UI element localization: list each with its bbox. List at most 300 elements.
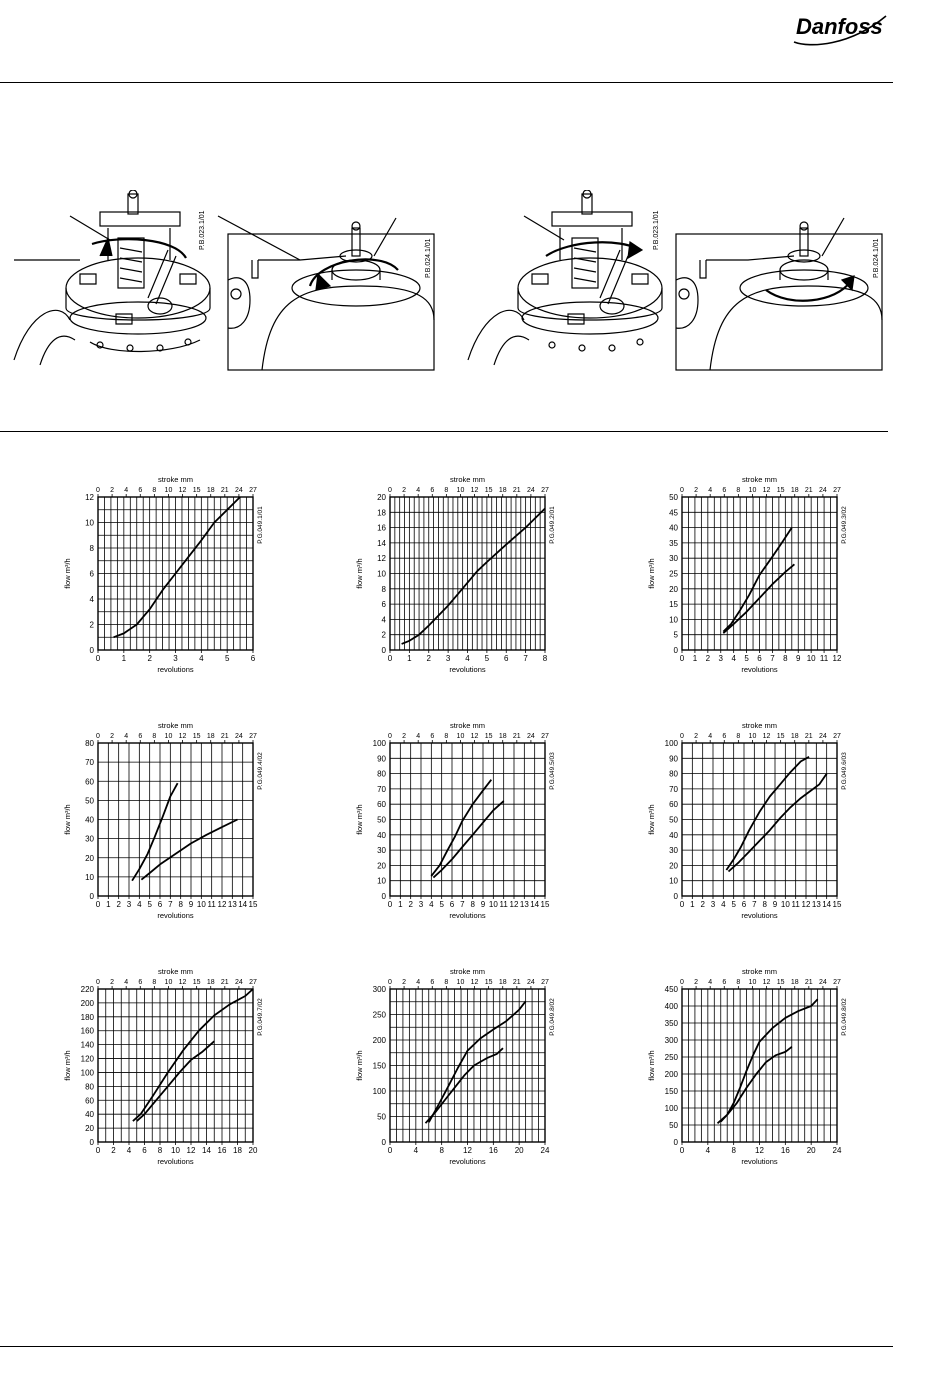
y-tick-label: 100 bbox=[372, 739, 386, 748]
y-tick-label: 0 bbox=[89, 892, 94, 901]
stroke-tick-label: 2 bbox=[110, 487, 115, 494]
y-tick-label: 300 bbox=[372, 985, 386, 994]
x-tick-label: 3 bbox=[718, 654, 723, 663]
x-tick-label: 8 bbox=[439, 1146, 444, 1155]
stroke-tick-label: 24 bbox=[235, 979, 243, 986]
stroke-tick-label: 6 bbox=[138, 733, 143, 740]
stroke-tick-label: 10 bbox=[456, 979, 465, 986]
x-tick-label: 12 bbox=[832, 654, 842, 663]
x-axis-label: revolutions bbox=[741, 665, 778, 674]
x-tick-label: 6 bbox=[757, 654, 762, 663]
stroke-tick-label: 2 bbox=[402, 979, 407, 986]
stroke-tick-label: 6 bbox=[722, 487, 727, 494]
y-tick-label: 300 bbox=[664, 1036, 678, 1045]
y-tick-label: 6 bbox=[381, 600, 386, 610]
y-tick-label: 400 bbox=[664, 1002, 678, 1011]
stroke-tick-label: 21 bbox=[512, 979, 521, 986]
stroke-tick-label: 15 bbox=[484, 733, 493, 740]
x-tick-label: 6 bbox=[449, 900, 455, 909]
y-tick-label: 50 bbox=[85, 796, 94, 806]
figure-code: P.G.049.5/03 bbox=[549, 752, 556, 790]
stroke-tick-label: 2 bbox=[110, 979, 115, 986]
stroke-tick-label: 2 bbox=[402, 487, 407, 494]
stroke-tick-label: 0 bbox=[680, 979, 684, 986]
y-tick-label: 20 bbox=[85, 853, 94, 863]
x-tick-label: 12 bbox=[186, 1146, 196, 1155]
x-axis-label: revolutions bbox=[157, 665, 194, 674]
y-axis-label: flow m³/h bbox=[355, 558, 364, 589]
y-tick-label: 18 bbox=[377, 508, 386, 518]
x-tick-label: 6 bbox=[504, 654, 509, 663]
stroke-tick-label: 0 bbox=[680, 733, 684, 740]
stroke-tick-label: 24 bbox=[819, 733, 827, 740]
y-tick-label: 35 bbox=[669, 538, 678, 548]
y-tick-label: 45 bbox=[669, 508, 678, 518]
stroke-tick-label: 0 bbox=[680, 487, 684, 494]
stroke-tick-label: 15 bbox=[484, 487, 493, 494]
figure-code: P.G.049.7/02 bbox=[257, 998, 264, 1036]
x-tick-label: 6 bbox=[142, 1146, 147, 1155]
x-tick-label: 11 bbox=[207, 900, 216, 909]
stroke-tick-label: 24 bbox=[819, 487, 827, 494]
y-tick-label: 10 bbox=[669, 876, 678, 886]
y-tick-label: 200 bbox=[372, 1036, 386, 1045]
stroke-tick-label: 27 bbox=[541, 487, 549, 494]
figure-code: P.G.049.4/02 bbox=[257, 752, 264, 790]
illustration-code-2: P.B.024.1/01 bbox=[425, 238, 432, 278]
y-tick-label: 160 bbox=[80, 1026, 94, 1036]
stroke-tick-label: 6 bbox=[430, 733, 435, 740]
stroke-tick-label: 0 bbox=[96, 733, 100, 740]
x-axis-label: revolutions bbox=[449, 911, 486, 920]
x-tick-label: 6 bbox=[250, 654, 256, 663]
figure-code: P.G.049.2/01 bbox=[549, 506, 556, 544]
y-tick-label: 180 bbox=[80, 1012, 94, 1022]
x-tick-label: 7 bbox=[168, 900, 173, 909]
x-tick-label: 1 bbox=[106, 900, 111, 909]
x-tick-label: 12 bbox=[755, 1146, 764, 1155]
x-tick-label: 8 bbox=[762, 900, 767, 909]
x-tick-label: 2 bbox=[116, 900, 121, 909]
stroke-tick-label: 4 bbox=[124, 979, 129, 986]
x-tick-label: 2 bbox=[700, 900, 705, 909]
flow-chart-7 bbox=[63, 967, 264, 1166]
y-tick-label: 25 bbox=[669, 569, 678, 579]
flow-chart-8 bbox=[355, 967, 556, 1166]
x-axis-label: revolutions bbox=[157, 1157, 194, 1166]
stroke-tick-label: 27 bbox=[541, 733, 549, 740]
y-tick-label: 6 bbox=[89, 569, 94, 579]
stroke-tick-label: 15 bbox=[776, 733, 785, 740]
x-tick-label: 13 bbox=[811, 900, 821, 909]
y-tick-label: 2 bbox=[89, 620, 94, 630]
y-tick-label: 0 bbox=[381, 1138, 386, 1147]
x-tick-label: 4 bbox=[199, 654, 204, 663]
stroke-tick-label: 8 bbox=[736, 487, 741, 494]
y-tick-label: 60 bbox=[669, 800, 678, 810]
stroke-tick-label: 6 bbox=[722, 979, 727, 986]
stroke-tick-label: 27 bbox=[833, 979, 841, 986]
stroke-tick-label: 8 bbox=[444, 979, 449, 986]
stroke-tick-label: 4 bbox=[124, 733, 129, 740]
x-tick-label: 2 bbox=[408, 900, 413, 909]
y-tick-label: 4 bbox=[89, 595, 94, 604]
series-line-1 bbox=[132, 783, 178, 881]
x-tick-label: 5 bbox=[224, 654, 230, 663]
stroke-tick-label: 21 bbox=[512, 487, 521, 494]
y-tick-label: 15 bbox=[669, 600, 678, 610]
stroke-tick-label: 12 bbox=[762, 487, 771, 494]
x-tick-label: 10 bbox=[196, 900, 206, 909]
stroke-tick-label: 21 bbox=[804, 979, 813, 986]
stroke-tick-label: 4 bbox=[416, 487, 421, 494]
y-tick-label: 10 bbox=[377, 569, 386, 579]
x-tick-label: 20 bbox=[248, 1146, 258, 1155]
series-line-1 bbox=[402, 509, 545, 644]
y-axis-label: flow m³/h bbox=[647, 804, 656, 835]
y-tick-label: 120 bbox=[80, 1054, 94, 1064]
stroke-tick-label: 18 bbox=[790, 487, 799, 494]
x-axis-label: revolutions bbox=[449, 1157, 486, 1166]
x-tick-label: 8 bbox=[783, 654, 788, 663]
stroke-tick-label: 2 bbox=[694, 979, 699, 986]
y-tick-label: 0 bbox=[381, 646, 386, 655]
stroke-tick-label: 4 bbox=[416, 733, 421, 740]
stroke-tick-label: 2 bbox=[402, 733, 407, 740]
stroke-tick-label: 10 bbox=[456, 487, 465, 494]
stroke-tick-label: 27 bbox=[249, 979, 257, 986]
series-line-1 bbox=[133, 989, 253, 1121]
flow-chart-3 bbox=[647, 475, 848, 674]
x-tick-label: 10 bbox=[171, 1146, 180, 1155]
stroke-tick-label: 24 bbox=[819, 979, 827, 986]
y-tick-label: 40 bbox=[669, 830, 678, 840]
flow-chart-9 bbox=[647, 967, 848, 1166]
stroke-tick-label: 15 bbox=[776, 487, 785, 494]
x-tick-label: 18 bbox=[233, 1146, 242, 1155]
y-tick-label: 40 bbox=[85, 815, 94, 825]
stroke-tick-label: 15 bbox=[776, 979, 785, 986]
stroke-tick-label: 2 bbox=[694, 733, 699, 740]
y-tick-label: 16 bbox=[377, 523, 386, 533]
x-tick-label: 0 bbox=[95, 1146, 101, 1155]
y-tick-label: 50 bbox=[669, 815, 678, 825]
x-tick-label: 0 bbox=[387, 900, 393, 909]
y-tick-label: 30 bbox=[669, 554, 678, 564]
y-tick-label: 450 bbox=[664, 985, 678, 994]
y-tick-label: 50 bbox=[377, 815, 386, 825]
y-tick-label: 150 bbox=[664, 1087, 678, 1096]
stroke-tick-label: 10 bbox=[164, 487, 173, 494]
stroke-tick-label: 27 bbox=[833, 733, 841, 740]
y-tick-label: 100 bbox=[80, 1068, 94, 1078]
stroke-tick-label: 18 bbox=[498, 733, 507, 740]
stroke-tick-label: 18 bbox=[498, 487, 507, 494]
y-axis-label: flow m³/h bbox=[355, 1050, 364, 1081]
flow-chart-6 bbox=[647, 721, 848, 920]
y-axis-label: flow m³/h bbox=[63, 558, 72, 589]
stroke-tick-label: 21 bbox=[220, 733, 229, 740]
figure-code: P.G.049.3/02 bbox=[841, 506, 848, 544]
y-tick-label: 4 bbox=[381, 615, 386, 625]
x-tick-label: 24 bbox=[832, 1146, 842, 1155]
x-tick-label: 2 bbox=[147, 654, 152, 663]
stroke-axis-label: stroke mm bbox=[157, 721, 194, 730]
stroke-tick-label: 18 bbox=[790, 979, 799, 986]
stroke-tick-label: 6 bbox=[138, 979, 143, 986]
y-tick-label: 80 bbox=[377, 769, 386, 779]
stroke-tick-label: 12 bbox=[470, 487, 479, 494]
stroke-tick-label: 24 bbox=[235, 487, 243, 494]
x-tick-label: 11 bbox=[819, 654, 829, 663]
x-tick-label: 12 bbox=[509, 900, 519, 909]
x-tick-label: 1 bbox=[407, 654, 412, 663]
stroke-axis-label: stroke mm bbox=[741, 721, 778, 730]
stroke-tick-label: 8 bbox=[152, 733, 157, 740]
y-axis-label: flow m³/h bbox=[63, 1050, 72, 1081]
x-tick-label: 1 bbox=[690, 900, 695, 909]
y-tick-label: 12 bbox=[85, 493, 94, 502]
series-line-1 bbox=[431, 780, 491, 876]
x-tick-label: 5 bbox=[744, 654, 749, 663]
y-tick-label: 40 bbox=[85, 1110, 94, 1120]
y-tick-label: 30 bbox=[669, 846, 678, 856]
y-tick-label: 10 bbox=[85, 518, 94, 528]
x-tick-label: 3 bbox=[418, 900, 424, 909]
illustration-code-4: P.B.024.1/01 bbox=[873, 238, 880, 278]
x-tick-label: 11 bbox=[791, 900, 800, 909]
x-tick-label: 8 bbox=[542, 654, 548, 663]
stroke-tick-label: 18 bbox=[206, 487, 215, 494]
y-tick-label: 8 bbox=[381, 584, 386, 594]
x-axis-label: revolutions bbox=[449, 665, 486, 674]
flow-chart-1 bbox=[63, 475, 264, 674]
x-tick-label: 10 bbox=[806, 654, 816, 663]
x-tick-label: 0 bbox=[387, 1146, 393, 1155]
y-tick-label: 70 bbox=[85, 758, 94, 768]
x-tick-label: 15 bbox=[248, 900, 258, 909]
y-tick-label: 60 bbox=[85, 777, 94, 787]
y-tick-label: 10 bbox=[377, 876, 386, 886]
stroke-tick-label: 2 bbox=[110, 733, 115, 740]
stroke-tick-label: 15 bbox=[484, 979, 493, 986]
y-tick-label: 60 bbox=[377, 800, 386, 810]
stroke-tick-label: 18 bbox=[206, 979, 215, 986]
stroke-tick-label: 4 bbox=[124, 487, 129, 494]
illustration-code-3: P.B.023.1/01 bbox=[653, 210, 660, 250]
x-tick-label: 4 bbox=[721, 900, 726, 909]
y-tick-label: 0 bbox=[673, 892, 678, 901]
y-axis-label: flow m³/h bbox=[647, 558, 656, 589]
series-line-2 bbox=[141, 820, 237, 880]
flow-chart-5 bbox=[355, 721, 556, 920]
x-tick-label: 1 bbox=[121, 654, 127, 663]
stroke-tick-label: 15 bbox=[192, 733, 201, 740]
x-tick-label: 4 bbox=[429, 900, 434, 909]
stroke-tick-label: 27 bbox=[249, 487, 257, 494]
stroke-tick-label: 8 bbox=[444, 733, 449, 740]
stroke-tick-label: 6 bbox=[722, 733, 727, 740]
y-tick-label: 10 bbox=[85, 872, 94, 882]
stroke-tick-label: 15 bbox=[192, 487, 201, 494]
x-tick-label: 4 bbox=[126, 1146, 132, 1155]
y-tick-label: 50 bbox=[669, 1121, 678, 1130]
stroke-tick-label: 6 bbox=[138, 487, 143, 494]
y-tick-label: 50 bbox=[377, 1112, 386, 1122]
x-tick-label: 3 bbox=[173, 654, 178, 663]
x-tick-label: 0 bbox=[679, 900, 685, 909]
stroke-tick-label: 21 bbox=[512, 733, 521, 740]
x-axis-label: revolutions bbox=[741, 911, 778, 920]
stroke-tick-label: 10 bbox=[164, 979, 173, 986]
x-tick-label: 0 bbox=[95, 900, 101, 909]
x-tick-label: 7 bbox=[460, 900, 465, 909]
stroke-tick-label: 12 bbox=[178, 487, 187, 494]
y-tick-label: 80 bbox=[85, 1082, 94, 1092]
stroke-tick-label: 21 bbox=[804, 733, 813, 740]
x-tick-label: 0 bbox=[95, 654, 101, 663]
x-tick-label: 2 bbox=[426, 654, 431, 663]
stroke-tick-label: 4 bbox=[708, 487, 713, 494]
y-tick-label: 250 bbox=[372, 1010, 386, 1020]
y-tick-label: 12 bbox=[377, 554, 386, 564]
y-tick-label: 0 bbox=[381, 892, 386, 901]
x-tick-label: 3 bbox=[126, 900, 132, 909]
stroke-tick-label: 21 bbox=[220, 487, 229, 494]
x-tick-label: 5 bbox=[439, 900, 444, 909]
x-tick-label: 1 bbox=[398, 900, 403, 909]
x-tick-label: 6 bbox=[157, 900, 163, 909]
stroke-tick-label: 18 bbox=[206, 733, 215, 740]
stroke-tick-label: 27 bbox=[249, 733, 257, 740]
figure-code: P.G.049.6/03 bbox=[841, 752, 848, 790]
x-tick-label: 12 bbox=[463, 1146, 472, 1155]
x-tick-label: 14 bbox=[202, 1146, 211, 1155]
x-tick-label: 13 bbox=[227, 900, 237, 909]
stroke-tick-label: 0 bbox=[388, 487, 392, 494]
x-tick-label: 3 bbox=[445, 654, 451, 663]
flow-chart-4 bbox=[63, 721, 264, 920]
x-tick-label: 15 bbox=[540, 900, 550, 909]
stroke-tick-label: 18 bbox=[498, 979, 507, 986]
figure-code: P.G.049.1/01 bbox=[257, 506, 264, 544]
stroke-tick-label: 18 bbox=[790, 733, 799, 740]
x-tick-label: 8 bbox=[157, 1146, 163, 1155]
x-tick-label: 0 bbox=[387, 654, 393, 663]
y-tick-label: 80 bbox=[85, 739, 94, 748]
stroke-tick-label: 12 bbox=[178, 979, 187, 986]
y-tick-label: 2 bbox=[381, 630, 386, 640]
stroke-tick-label: 8 bbox=[736, 733, 741, 740]
y-axis-label: flow m³/h bbox=[355, 804, 364, 835]
x-tick-label: 9 bbox=[796, 654, 801, 663]
y-tick-label: 10 bbox=[669, 615, 678, 625]
stroke-tick-label: 24 bbox=[527, 979, 535, 986]
flow-chart-2 bbox=[355, 475, 556, 674]
x-tick-label: 11 bbox=[499, 900, 508, 909]
x-tick-label: 10 bbox=[488, 900, 498, 909]
x-tick-label: 2 bbox=[705, 654, 711, 663]
y-tick-label: 70 bbox=[377, 784, 386, 794]
y-tick-label: 50 bbox=[669, 493, 678, 502]
x-tick-label: 15 bbox=[832, 900, 842, 909]
y-tick-label: 14 bbox=[377, 538, 386, 548]
x-tick-label: 4 bbox=[413, 1146, 419, 1155]
series-line-1 bbox=[114, 497, 241, 637]
stroke-axis-label: stroke mm bbox=[449, 721, 486, 730]
y-tick-label: 200 bbox=[80, 998, 94, 1008]
y-tick-label: 40 bbox=[377, 830, 386, 840]
x-tick-label: 16 bbox=[488, 1146, 498, 1155]
x-tick-label: 4 bbox=[137, 900, 142, 909]
stroke-tick-label: 24 bbox=[235, 733, 243, 740]
y-tick-label: 220 bbox=[80, 985, 94, 994]
stroke-tick-label: 12 bbox=[470, 979, 479, 986]
x-tick-label: 9 bbox=[188, 900, 194, 909]
y-tick-label: 20 bbox=[377, 493, 386, 502]
stroke-tick-label: 4 bbox=[416, 979, 421, 986]
stroke-axis-label: stroke mm bbox=[741, 967, 778, 976]
stroke-tick-label: 12 bbox=[178, 733, 187, 740]
stroke-tick-label: 27 bbox=[541, 979, 549, 986]
y-tick-label: 70 bbox=[669, 784, 678, 794]
stroke-tick-label: 8 bbox=[736, 979, 741, 986]
y-tick-label: 80 bbox=[669, 769, 678, 779]
x-tick-label: 4 bbox=[705, 1146, 711, 1155]
x-tick-label: 8 bbox=[470, 900, 475, 909]
y-tick-label: 100 bbox=[664, 739, 678, 748]
x-tick-label: 6 bbox=[741, 900, 747, 909]
y-tick-label: 140 bbox=[80, 1040, 94, 1050]
x-tick-label: 12 bbox=[801, 900, 811, 909]
x-tick-label: 8 bbox=[731, 1146, 736, 1155]
x-tick-label: 3 bbox=[710, 900, 716, 909]
y-tick-label: 350 bbox=[664, 1019, 678, 1028]
stroke-axis-label: stroke mm bbox=[157, 475, 194, 484]
y-tick-label: 100 bbox=[372, 1087, 386, 1096]
y-tick-label: 8 bbox=[89, 544, 94, 553]
x-tick-label: 13 bbox=[519, 900, 529, 909]
y-tick-label: 20 bbox=[669, 584, 678, 594]
stroke-tick-label: 21 bbox=[220, 979, 229, 986]
y-tick-label: 100 bbox=[664, 1104, 678, 1113]
stroke-tick-label: 10 bbox=[748, 733, 757, 740]
stroke-axis-label: stroke mm bbox=[741, 475, 778, 484]
figure-code: P.G.049.8/02 bbox=[549, 998, 556, 1036]
stroke-tick-label: 12 bbox=[762, 733, 771, 740]
series-line-2 bbox=[718, 1047, 792, 1124]
x-tick-label: 20 bbox=[806, 1146, 816, 1155]
x-tick-label: 4 bbox=[465, 654, 470, 663]
x-tick-label: 14 bbox=[530, 900, 540, 909]
stroke-tick-label: 6 bbox=[430, 979, 435, 986]
stroke-tick-label: 0 bbox=[388, 733, 392, 740]
x-tick-label: 10 bbox=[780, 900, 790, 909]
x-tick-label: 4 bbox=[731, 654, 736, 663]
stroke-tick-label: 6 bbox=[430, 487, 435, 494]
y-tick-label: 200 bbox=[664, 1070, 678, 1079]
stroke-tick-label: 10 bbox=[748, 979, 757, 986]
stroke-tick-label: 15 bbox=[192, 979, 201, 986]
y-tick-label: 150 bbox=[372, 1061, 386, 1071]
x-axis-label: revolutions bbox=[157, 911, 194, 920]
stroke-tick-label: 27 bbox=[833, 487, 841, 494]
x-tick-label: 8 bbox=[178, 900, 183, 909]
stroke-axis-label: stroke mm bbox=[449, 475, 486, 484]
y-tick-label: 0 bbox=[673, 646, 678, 655]
x-tick-label: 0 bbox=[679, 1146, 685, 1155]
y-tick-label: 250 bbox=[664, 1053, 678, 1062]
